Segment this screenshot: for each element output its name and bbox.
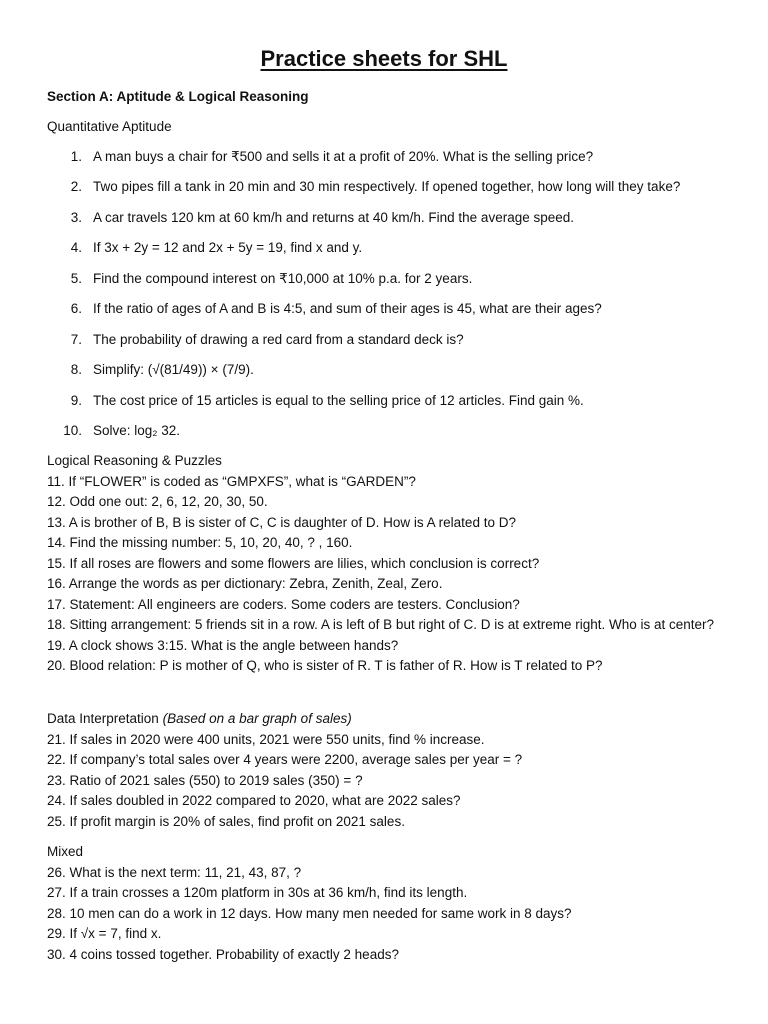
- section-a-heading: Section A: Aptitude & Logical Reasoning: [47, 89, 309, 104]
- item-number: 4.: [70, 240, 82, 255]
- item-number: 2.: [70, 179, 82, 194]
- item-text: Simplify: (√(81/49)) × (7/9).: [93, 362, 254, 377]
- list-item: 30. 4 coins tossed together. Probability of exactly 2 heads?: [47, 946, 399, 962]
- mixed-section: [47, 842, 727, 965]
- item-number: 1.: [70, 149, 82, 164]
- logical-heading: Logical Reasoning & Puzzles: [47, 453, 222, 468]
- data-interpretation-heading: [47, 709, 727, 730]
- item-text: The probability of drawing a red card from a standard deck is?: [93, 332, 464, 347]
- item-text: Solve: log₂ 32.: [93, 423, 181, 438]
- list-item: 19. A clock shows 3:15. What is the angle between hands?: [47, 637, 399, 653]
- quant-heading: Quantitative Aptitude: [47, 119, 172, 134]
- list-item: 28. 10 men can do a work in 12 days. How many men needed for same work in 8 days?: [47, 905, 572, 921]
- list-item: 23. Ratio of 2021 sales (550) to 2019 sales (350) = ?: [47, 772, 363, 788]
- list-item: 11. If “FLOWER” is coded as “GMPXFS”, what is “GARDEN”?: [47, 473, 416, 489]
- item-text: If 3x + 2y = 12 and 2x + 5y = 19, find x and y.: [93, 240, 363, 255]
- list-item: 27. If a train crosses a 120m platform in 30s at 36 km/h, find its length.: [47, 885, 468, 900]
- item-text: If the ratio of ages of A and B is 4:5, and sum of their ages is 45, what are their ages?: [93, 301, 602, 316]
- list-item: 26. What is the next term: 11, 21, 43, 87, ?: [47, 864, 302, 880]
- list-item: 29. If √x = 7, find x.: [47, 926, 162, 941]
- list-item: 18. Sitting arrangement: 5 friends sit in a row. A is left of B but right of C. D is at extreme right. Who is at center?: [47, 617, 715, 632]
- list-item: 22. If company’s total sales over 4 years were 2200, average sales per year = ?: [47, 752, 523, 767]
- list-item: 20. Blood relation: P is mother of Q, who is sister of R. T is father of R. How is T related to P?: [47, 658, 603, 673]
- list-item: 24. If sales doubled in 2022 compared to 2020, what are 2022 sales?: [47, 793, 461, 808]
- item-text: A car travels 120 km at 60 km/h and returns at 40 km/h. Find the average speed.: [93, 210, 575, 225]
- list-item: 17. Statement: All engineers are coders. Some coders are testers. Conclusion?: [47, 596, 520, 612]
- item-text: Find the compound interest on ₹10,000 at 10% p.a. for 2 years.: [93, 271, 473, 286]
- page-title-text: Practice sheets for SHL: [260, 46, 508, 71]
- item-number: 5.: [70, 271, 82, 286]
- data-interpretation-section: [47, 709, 727, 832]
- list-item: 25. If profit margin is 20% of sales, find profit on 2021 sales.: [47, 813, 405, 829]
- item-number: 9.: [70, 393, 82, 408]
- di-heading-text: Data Interpretation: [47, 711, 159, 726]
- list-item: 13. A is brother of B, B is sister of C, C is daughter of D. How is A related to D?: [47, 514, 516, 530]
- page-title: [0, 44, 768, 74]
- item-number: 8.: [70, 362, 82, 377]
- item-number: 6.: [70, 301, 82, 316]
- item-number: 3.: [70, 210, 82, 225]
- mixed-heading: Mixed: [47, 844, 84, 859]
- list-item: 15. If all roses are flowers and some flowers are lilies, which conclusion is correct?: [47, 555, 540, 571]
- list-item: 16. Arrange the words as per dictionary: Zebra, Zenith, Zeal, Zero.: [47, 576, 443, 591]
- list-item: 14. Find the missing number: 5, 10, 20, 40, ? , 160.: [47, 535, 353, 550]
- item-text: The cost price of 15 articles is equal to the selling price of 12 articles. Find gain %.: [93, 393, 584, 408]
- list-item: 21. If sales in 2020 were 400 units, 2021 were 550 units, find % increase.: [47, 731, 485, 747]
- logical-section: [47, 451, 727, 677]
- item-text: Two pipes fill a tank in 20 min and 30 min respectively. If opened together, how long will they take?: [93, 179, 681, 194]
- item-number: 10.: [63, 423, 82, 438]
- list-item: 12. Odd one out: 2, 6, 12, 20, 30, 50.: [47, 494, 268, 509]
- di-heading-note: (Based on a bar graph of sales): [162, 711, 352, 726]
- item-text: A man buys a chair for ₹500 and sells it at a profit of 20%. What is the selling price?: [93, 149, 594, 164]
- item-number: 7.: [70, 332, 82, 347]
